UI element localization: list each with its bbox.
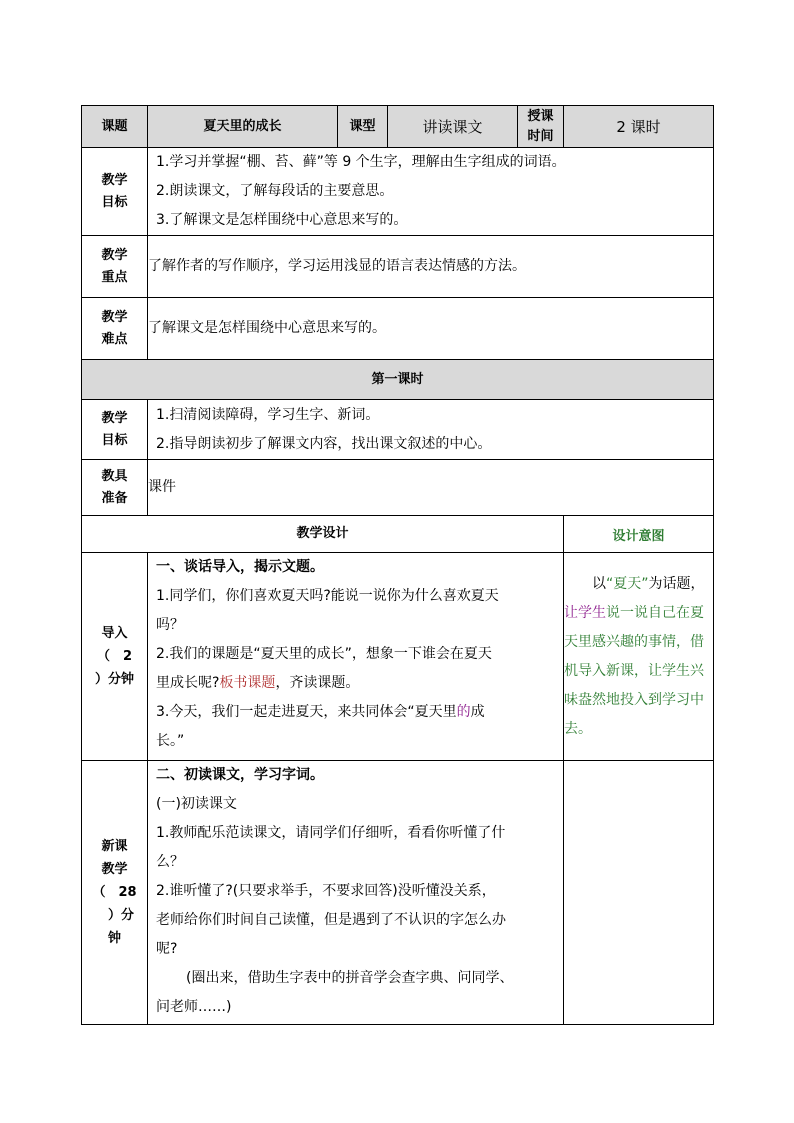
intro-line-text: 成 — [470, 704, 485, 720]
keypoints-label-line2: 重点 — [101, 269, 128, 285]
keypoints-label — [82, 236, 148, 298]
goals-label-line2: 目标 — [101, 194, 128, 210]
intent-highlight: 让学生 — [564, 604, 606, 621]
topic-label: 课题 — [82, 106, 148, 148]
newlesson-line: 2.谁听懂了?(只要求举手，不要求回答)没听懂没关系， — [156, 883, 496, 899]
keypoints-content: 了解作者的写作顺序，学习运用浅显的语言表达情感的方法。 — [148, 236, 714, 298]
intro-line — [148, 698, 563, 727]
lesson1-goal-line: 1.扫清阅读障碍，学习生字、新词。 — [156, 406, 380, 423]
lesson1-goals-label-line1: 教学 — [101, 410, 128, 426]
intent-header: 设计意图 — [564, 516, 714, 553]
difficulties-label-line1: 教学 — [101, 309, 128, 325]
intent-text: 为话题， — [648, 575, 705, 592]
newlesson-label — [82, 761, 148, 1025]
intro-label-line3: ）分钟 — [94, 672, 134, 687]
intent-text: 说一说自己在夏天里感兴趣的事情，借机导入新课，让学生兴味盎然地投入到学习中去。 — [564, 604, 704, 737]
difficulties-label — [82, 298, 148, 360]
newlesson-label-line1: 新课 — [101, 839, 128, 854]
type-label: 课型 — [338, 106, 388, 148]
goals-content — [148, 148, 714, 236]
intro-line-text: 里成长呢? — [156, 675, 220, 691]
intro-line-highlight: 的 — [456, 704, 471, 720]
intro-line: 2.我们的课题是“夏天里的成长”，想象一下谁会在夏天 — [156, 646, 492, 662]
newlesson-content — [148, 761, 564, 1025]
intro-intent — [564, 553, 714, 761]
newlesson-intent — [564, 761, 714, 1025]
goal-line: 3.了解课文是怎样围绕中心意思来写的。 — [156, 212, 408, 228]
intro-line-text: ，齐读课题。 — [275, 675, 360, 691]
time-label-line2: 时间 — [527, 128, 554, 144]
lesson-plan-table — [81, 105, 714, 1025]
goal-line: 2.朗读课文，了解每段话的主要意思。 — [156, 183, 394, 199]
newlesson-line: 老师给你们时间自己读懂，但是遇到了不认识的字怎么办 — [156, 912, 506, 928]
newlesson-subheading: (一)初读课文 — [156, 796, 237, 812]
intro-label-line1: 导入 — [101, 626, 128, 641]
intent-highlight: “夏天” — [606, 575, 649, 592]
tools-label-line2: 准备 — [101, 490, 128, 506]
intro-label-line2: （ 2 — [96, 649, 133, 664]
intro-line: 吗？ — [156, 617, 184, 633]
intro-line: 长。” — [156, 733, 185, 749]
newlesson-line: 么？ — [156, 854, 184, 870]
lesson1-goals-content — [148, 400, 714, 460]
lesson1-goal-line: 2.指导朗读初步了解课文内容，找出课文叙述的中心。 — [156, 435, 492, 452]
lesson1-goals-label — [82, 400, 148, 460]
newlesson-line: 呢? — [156, 941, 178, 957]
tools-label-line1: 教具 — [101, 468, 128, 484]
newlesson-label-line5: 钟 — [107, 931, 121, 946]
topic-value: 夏天里的成长 — [148, 106, 338, 148]
intro-label — [82, 553, 148, 761]
difficulties-label-line2: 难点 — [101, 331, 128, 347]
time-label — [518, 106, 564, 148]
goal-line: 1.学习并掌握“棚、苔、藓”等 9 个生字，理解由生字组成的词语。 — [156, 154, 566, 170]
tools-value: 课件 — [148, 460, 714, 516]
newlesson-label-line4: ）分 — [94, 908, 134, 923]
newlesson-line: 1.教师配乐范读课文，请同学们仔细听，看看你听懂了什 — [156, 825, 506, 841]
time-label-line1: 授课 — [527, 108, 554, 124]
keypoints-label-line1: 教学 — [101, 247, 128, 263]
type-value: 讲读课文 — [388, 106, 518, 148]
blackboard-note: 板书课题 — [219, 675, 276, 691]
intro-content — [148, 553, 564, 761]
intro-line: 1.同学们，你们喜欢夏天吗?能说一说你为什么喜欢夏天 — [156, 588, 499, 604]
intent-text: 以 — [592, 575, 606, 592]
lesson1-title: 第一课时 — [82, 360, 714, 400]
tools-label — [82, 460, 148, 516]
goals-label-line1: 教学 — [101, 172, 128, 188]
time-value: 2 课时 — [564, 106, 714, 148]
design-header: 教学设计 — [82, 516, 564, 553]
goals-label — [82, 148, 148, 236]
newlesson-line: 问老师……) — [156, 999, 232, 1015]
newlesson-heading: 二、初读课文，学习字词。 — [156, 767, 324, 783]
lesson1-goals-label-line2: 目标 — [101, 432, 128, 448]
newlesson-label-line3: （ 28 — [92, 885, 137, 900]
intro-heading: 一、谈话导入，揭示文题。 — [156, 559, 324, 575]
difficulties-content: 了解课文是怎样围绕中心意思来写的。 — [148, 298, 714, 360]
newlesson-label-line2: 教学 — [101, 862, 128, 877]
newlesson-line: (圈出来，借助生字表中的拼音学会查字典、问同学、 — [186, 970, 514, 986]
intro-line-text: 3.今天，我们一起走进夏天，来共同体会“夏天里 — [156, 704, 457, 720]
intro-line — [148, 669, 563, 698]
